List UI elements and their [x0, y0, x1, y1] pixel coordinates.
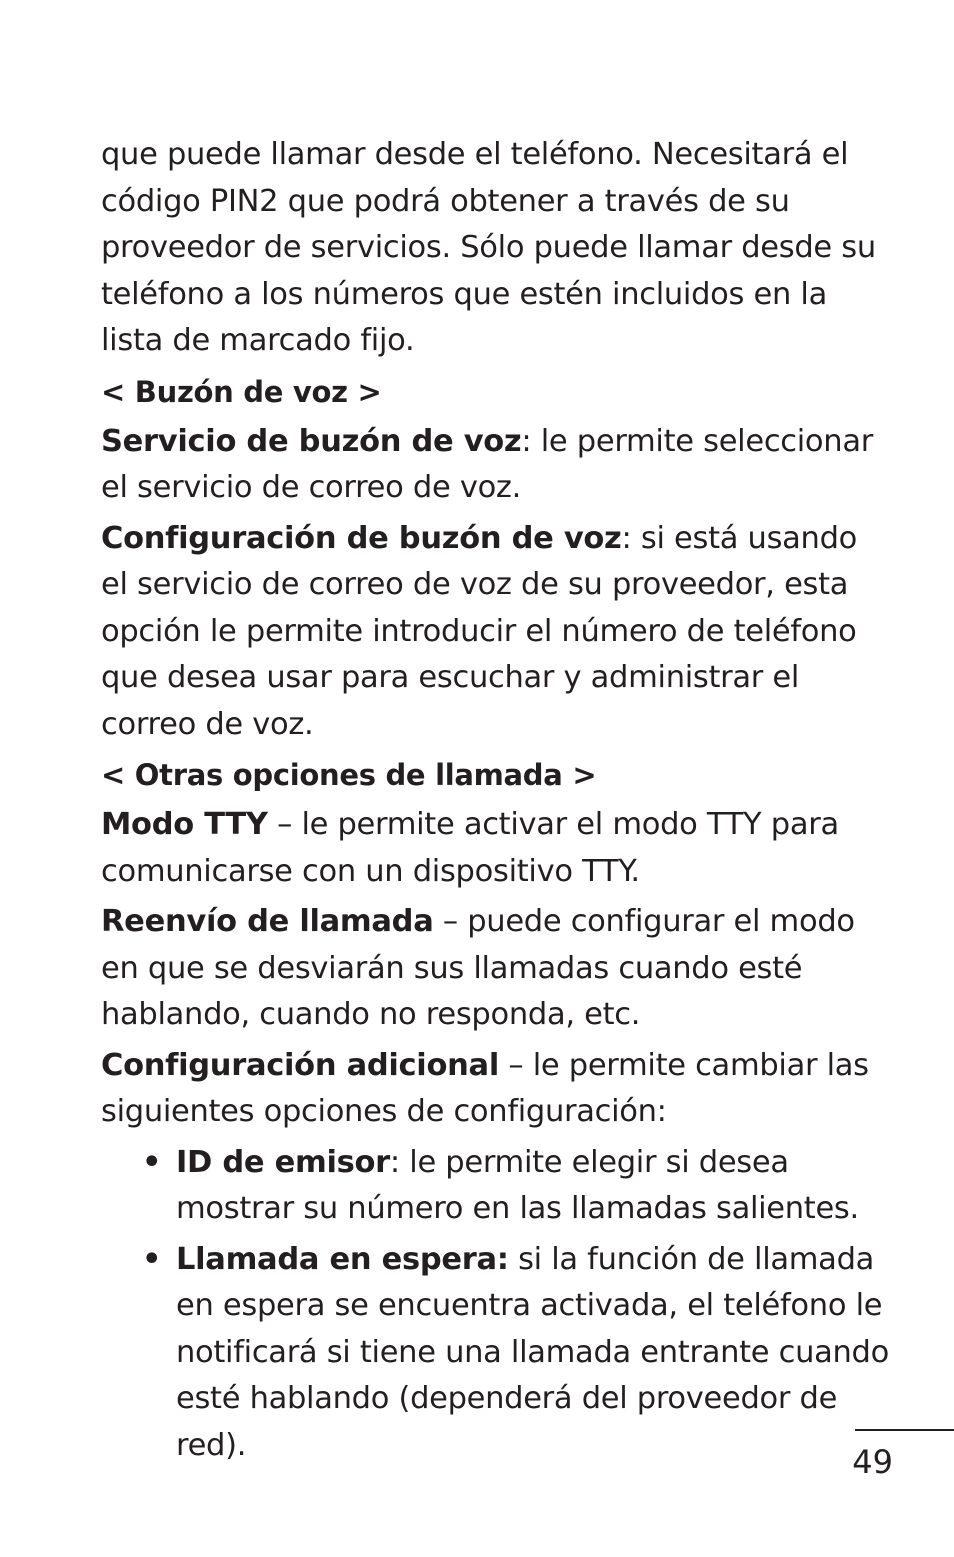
- caller-id-text: : le permite elegir si desea mostrar su número en las llamadas salientes.: [176, 1144, 859, 1226]
- call-waiting-text: si la función de llamada en espera se encuentra activada, el teléfono le notificará si tiene una llamada entrante cuando esté hablando (dependerá del proveedor de red).: [176, 1241, 889, 1463]
- page-number: 49: [852, 1443, 893, 1481]
- other-call-options-heading: < Otras opciones de llamada >: [101, 758, 597, 792]
- tty-mode-paragraph: [101, 802, 891, 895]
- call-forward-term: Reenvío de llamada: [101, 904, 434, 939]
- voicemail-section-heading: < Buzón de voz >: [101, 374, 382, 409]
- list-item-caller-id: [101, 1140, 891, 1233]
- voicemail-service-term: Servicio de buzón de voz: [101, 423, 522, 459]
- call-forward-text: – puede configurar el modo en que se desviarán sus llamadas cuando esté hablando, cuando no responda, etc.: [101, 904, 855, 1032]
- additional-settings-term: Configuración adicional: [101, 1047, 499, 1083]
- voicemail-config-text: : si está usando el servicio de correo de voz de su proveedor, esta opción le permite introducir el número de teléfono que desea usar para escuchar y administrar el correo de voz.: [101, 520, 858, 742]
- voicemail-service-paragraph: [101, 419, 891, 512]
- voicemail-service-text: : le permite seleccionar el servicio de correo de voz.: [101, 423, 873, 505]
- call-forward-paragraph: [101, 899, 891, 1039]
- list-item-call-waiting: [101, 1237, 891, 1470]
- footer-divider: [855, 1429, 954, 1431]
- voicemail-config-paragraph: [101, 516, 891, 749]
- voicemail-config-term: Configuración de buzón de voz: [101, 520, 622, 556]
- bullet-icon: •: [142, 1144, 162, 1180]
- additional-settings-paragraph: [101, 1043, 891, 1136]
- settings-bullet-list: [101, 1140, 891, 1470]
- additional-settings-text: – le permite cambiar las siguientes opciones de configuración:: [101, 1047, 869, 1129]
- document-page: [101, 132, 891, 1473]
- bullet-icon: •: [142, 1241, 162, 1277]
- tty-mode-text: – le permite activar el modo TTY para comunicarse con un dispositivo TTY.: [101, 807, 839, 889]
- tty-mode-term: Modo TTY: [101, 807, 268, 842]
- call-waiting-term: Llamada en espera:: [176, 1241, 509, 1277]
- intro-paragraph: que puede llamar desde el teléfono. Necesitará el código PIN2 que podrá obtener a través de su proveedor de servicios. Sólo puede llamar desde su teléfono a los números que estén incluidos en la lista de marcado fijo.: [101, 137, 876, 358]
- caller-id-term: ID de emisor: [176, 1144, 390, 1180]
